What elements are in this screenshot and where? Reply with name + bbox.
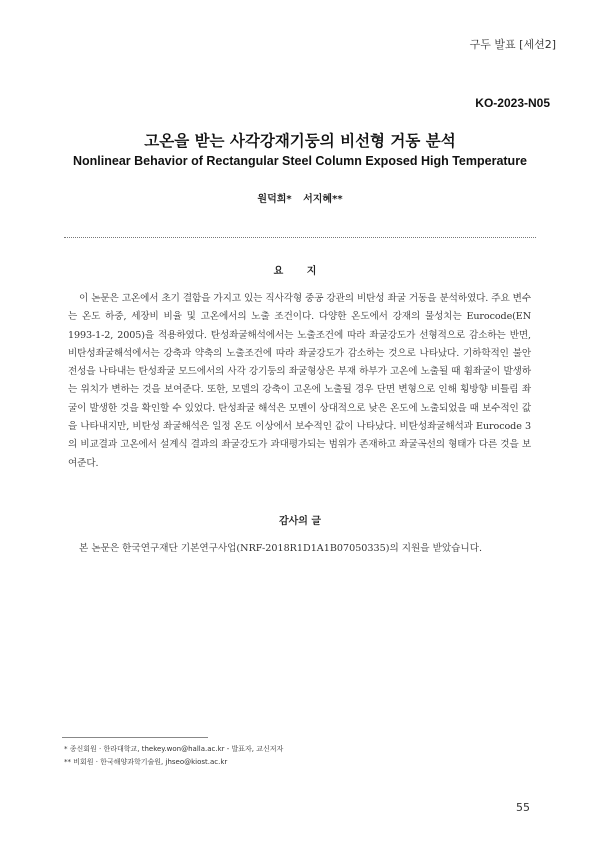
paper-title-english: Nonlinear Behavior of Rectangular Steel Column Exposed High Temperature — [72, 154, 528, 168]
abstract-body: 이 논문은 고온에서 초기 결함을 가지고 있는 직사각형 중공 강관의 비탄성 좌굴 거동을 분석하였다. 주요 변수는 온도 하중, 세장비 비율 및 고온에서의 노출 조건이다. 다양한 온도에서 강재의 물성치는 Eurocode(EN 1993-1-2, 2005)을 적용하였다. 탄성좌굴해석에서는 노출조건에 따라 좌굴강도가 선형적으로 감소하는 반면, 비탄성좌굴해석에서는 강축과 약축의 노출조건에 따라 좌굴강도가 감소하는 것으로 나타났다. 기하학적인 불안전성을 나타내는 탄성좌굴 모드에서의 사각 강기둥의 좌굴형상은 부재 하부가 고온에 노출될 때 휨좌굴이 발생하는 위치가 변하는 것을 보여준다. 또한, 모델의 강축이 고온에 노출될 경우 단면 변형으로 인해 횡방향 비틀림 좌굴이 발생한 것을 확인할 수 있었다. 탄성좌굴 해석은 모멘이 상대적으로 낮은 온도에 노출되었을 때 보수적인 값을 나타내지만, 비탄성 좌굴해석은 일정 온도 이상에서 보수적인 값이 나타났다. 비탄성좌굴해석과 Eurocode 3의 비교결과 고온에서 설계식 결과의 좌굴강도가 과대평가되는 범위가 존재하고 좌굴곡선의 형태가 다른 것을 보여준다. — [68, 293, 531, 469]
acknowledgement-body: 본 논문은 한국연구재단 기본연구사업(NRF-2018R1D1A1B07050335)의 지원을 받았습니다. — [79, 543, 483, 554]
footnote-author-1: * 종신회원 · 한라대학교, thekey.won@halla.ac.kr - 발표자, 교신저자 — [64, 745, 284, 753]
abstract-heading: 요 지 — [273, 266, 327, 277]
authors: 원덕희* 서지혜** — [257, 194, 343, 205]
acknowledgement-heading: 감사의 글 — [278, 516, 322, 527]
paper-id: KO-2023-N05 — [475, 96, 550, 110]
paper-title-korean: 고온을 받는 사각강재기둥의 비선형 거동 분석 — [144, 132, 456, 150]
footnote-rule — [62, 737, 208, 738]
session-tag: 구두 발표 [세션2] — [469, 38, 556, 51]
footnote-author-2: ** 비회원 · 한국해양과학기술원, jhseo@kiost.ac.kr — [64, 758, 228, 766]
page-number: 55 — [516, 801, 530, 814]
section-divider — [64, 237, 536, 238]
